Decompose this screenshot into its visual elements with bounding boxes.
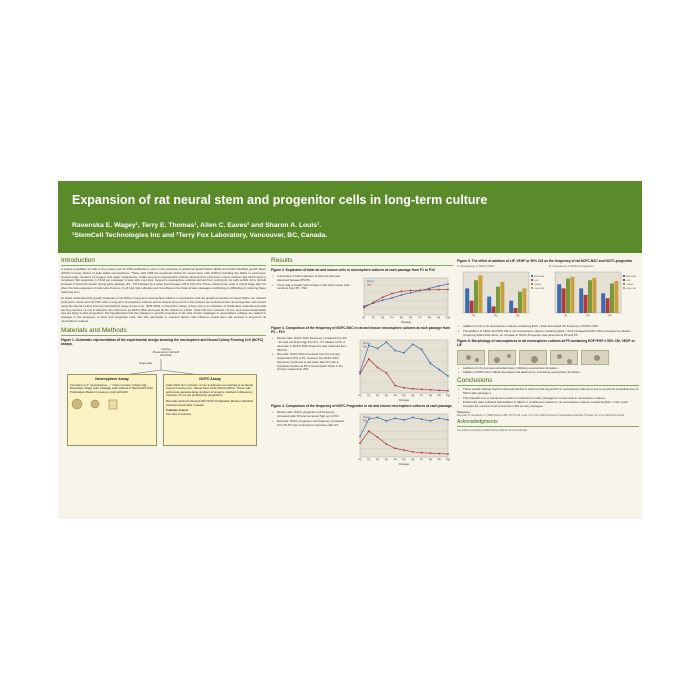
data-point — [386, 444, 388, 446]
data-point — [394, 350, 396, 352]
figure3-bullet: • Mouse cells: NCFC-NSC frequency increased from P0 - P1 and remained high from P1 - P7 relative to P0. A decrease in NCFC-NSC frequency was observed from P8-P10. — [277, 337, 347, 352]
data-point — [403, 387, 405, 389]
conclusion-item: • This dramatic loss in neural stem cells is not detected in early passages of mouse cells in neurosphere cultures. — [463, 397, 639, 401]
data-point — [447, 454, 449, 456]
x-tick-label: P3 — [494, 314, 498, 318]
figure4-chart — [350, 410, 452, 466]
x-tick-label: P3 — [384, 394, 388, 398]
x-tick-label: P1 — [564, 314, 568, 318]
data-point — [394, 385, 396, 387]
x-tick-label: P2 — [371, 316, 375, 320]
data-point — [421, 452, 423, 454]
x-tick-label: P7 — [420, 394, 424, 398]
bar — [514, 308, 518, 313]
legend-entry: +LIF — [534, 279, 539, 282]
x-tick-label: P7 — [420, 458, 424, 462]
introduction-heading: Introduction — [61, 257, 266, 266]
figure2-bullet: • A decrease in fold expansion of total rat cells was observed between P5-P6. — [277, 275, 351, 283]
x-axis-label: Passage — [400, 321, 412, 325]
bar — [588, 280, 592, 313]
x-tick-label: P1 — [367, 458, 371, 462]
references-label: References — [457, 410, 470, 414]
data-point — [403, 352, 405, 354]
column-introduction-methods — [61, 257, 266, 515]
data-point — [359, 436, 361, 438]
neurosphere-assay-text: Formation of 1° neurospheres — 7 days (mouse), 9 days (rat). Dissociate. Single cells. Passage cells cultured in NeuroCult® NSC Proliferation Medium (mouse) or (rat) with EGF. — [70, 382, 154, 394]
figure5a-chart — [457, 269, 545, 319]
x-tick-label: P2 — [376, 394, 380, 398]
data-point — [412, 451, 414, 453]
x-tick-label: P0 — [358, 458, 362, 462]
data-point — [382, 296, 384, 298]
diagram-single-cells: Single cells — [139, 361, 153, 365]
figure2-chart — [354, 274, 452, 324]
ncfc-assay-box — [163, 374, 257, 446]
x-tick-label: P0 — [358, 394, 362, 398]
figure1-caption: Figure 1. Schematic representation of the experimental design showing the neurosphere and Neural Colony Forming Cell (NCFC) assays. — [61, 337, 264, 346]
data-point — [430, 420, 432, 422]
legend-swatch — [531, 287, 533, 289]
figure6-micrographs — [457, 350, 639, 365]
figure4-text — [271, 410, 347, 466]
x-tick-label: P1 — [472, 314, 476, 318]
column-figures-conclusions — [457, 257, 639, 515]
poster-affiliations: ¹StemCell Technologies Inc and ²Terry Fox Laboratory, Vancouver, BC, Canada. — [72, 232, 328, 239]
data-point — [368, 431, 370, 433]
x-tick-label: P4 — [393, 458, 397, 462]
legend-swatch — [531, 275, 533, 277]
data-point — [359, 373, 361, 375]
data-point — [377, 367, 379, 369]
bar — [606, 298, 610, 313]
bar — [566, 279, 570, 313]
x-tick-label: P9 — [437, 458, 441, 462]
legend-swatch — [623, 279, 625, 281]
data-point — [438, 453, 440, 455]
x-tick-label: P1 — [362, 316, 366, 320]
x-tick-label: P9 — [437, 394, 441, 398]
legend-entry: +LIF — [626, 279, 631, 282]
x-tick-label: P6 — [411, 458, 415, 462]
bar — [487, 297, 491, 313]
data-point — [410, 292, 412, 294]
data-point — [410, 290, 412, 292]
data-point — [377, 417, 379, 419]
methods-heading: Materials and Methods — [61, 327, 266, 336]
data-point — [419, 289, 421, 291]
data-point — [421, 389, 423, 391]
legend-entry: +VEGF — [626, 283, 634, 286]
figure2-bullet: • There was a steady fold increase in the total mouse cells numbers from P0 - P10. — [277, 284, 351, 292]
bar — [518, 292, 522, 313]
legend-entry: Rat — [363, 419, 367, 423]
bar — [492, 306, 496, 313]
figure3-bullet: • Rat cells: NCFC-NSC increased from the primary suspension (P0) to P1, however the NCFC-NSC frequency continued to decrease after P1 with a significant decline at P4 to levels below those in the primary suspension (P0). — [277, 353, 347, 372]
bar — [610, 283, 614, 313]
micrograph — [519, 350, 547, 365]
x-tick-label: P1 — [367, 394, 371, 398]
colony-size-label: Sort size of colonies — [166, 411, 192, 416]
legend-swatch — [531, 279, 533, 281]
figure4-bullet: • Mouse cells: NCFC-progenitor cell frequency increased after P0 and remained high up to P10. — [277, 411, 347, 419]
x-tick-label: P8 — [427, 316, 431, 320]
data-point — [386, 372, 388, 374]
figure1-diagram — [61, 348, 263, 448]
ncfc-assay-heading: NCFC Assay — [199, 376, 221, 381]
data-point — [412, 417, 414, 419]
figure3-text — [271, 336, 347, 402]
data-point — [400, 291, 402, 293]
neurosphere-icon — [70, 398, 84, 410]
results-heading: Results — [271, 257, 453, 266]
data-point — [359, 443, 361, 445]
figure5-caption: Figure 5. The effect of addition of LIF, VEGF or 50% CM on the frequency of rat NCFC-NSC and NCFC-progenitor — [457, 259, 633, 263]
data-point — [372, 302, 374, 304]
data-point — [394, 448, 396, 450]
data-point — [368, 359, 370, 361]
data-point — [447, 289, 449, 291]
figure5b — [549, 265, 637, 324]
data-point — [363, 307, 365, 309]
micrograph — [457, 350, 485, 365]
x-tick-label: P4 — [390, 316, 394, 320]
data-point — [386, 342, 388, 344]
data-point — [430, 389, 432, 391]
x-tick-label: P8 — [428, 458, 432, 462]
plot-area — [364, 278, 448, 315]
ncfc-assay-side-text: Rat cells cultured in NeuroCult® NCFC Proliferation Medium with EGF. Colonies scored after 3 weeks. — [166, 399, 254, 407]
data-point — [447, 390, 449, 392]
legend-entry: Mouse — [363, 342, 371, 346]
data-point — [447, 283, 449, 285]
figure3-caption: Figure 3. Comparison of the frequency of NCFC-NSC in rat and mouse neurosphere cultures at each passage from P0 – P10 — [271, 326, 451, 335]
x-tick-label: P5 — [516, 314, 520, 318]
neurosphere-icon — [88, 398, 102, 410]
data-point — [438, 285, 440, 287]
colony-label: Colonies scored — [166, 408, 188, 413]
figure6-bullet: • Addition of LIF promotes cell attachment, inhibiting neurosphere formation. — [463, 367, 639, 371]
data-point — [391, 293, 393, 295]
culture-flask-icon — [106, 398, 120, 410]
acknowledgments-text: The authors would like to thank Carmen Wai for her technical help. — [457, 429, 528, 433]
legend-entry: Mouse — [367, 280, 375, 284]
figure6-bullet: • Addition of 50% CM or VEGF decreased cell attachment, increasing neurosphere formation. — [463, 371, 639, 375]
data-point — [421, 419, 423, 421]
bar — [562, 288, 566, 313]
legend-entry: +50% CM — [534, 287, 544, 290]
column-results — [271, 257, 453, 515]
data-point — [377, 437, 379, 439]
data-point — [400, 294, 402, 296]
data-point — [428, 289, 430, 291]
data-point — [421, 349, 423, 351]
figure5-bullet: • Addition of LIF to rat neurosphere cultures containing EGF + FGF decreased the frequency of NCFC-NSC. — [463, 325, 639, 329]
neurosphere-assay-heading: Neurosphere Assay — [95, 376, 129, 381]
figure2-text — [271, 274, 351, 324]
figure2-caption: Figure 2. Expansion of total rat and mouse cells in neurosphere cultures at each passage from P1 to P10 — [271, 268, 435, 272]
introduction-paragraph-1: A unique population of cells in the mouse and rat CNS proliferate in vitro in the presence of epidermal growth factor (EGF) and basic fibroblast growth factor (bFGF) forming cluster of cells called neurospheres. These cells fulfill the functional criteria for neural stem cells (NSCs) including the ability to self-renew, produce large numbers of progeny and retain multipotency. Unlike long term neurosphere cultures derived from embryonic mouse cortical cells which show a consistent fold expansion (~5 fold per passage) in total cells over time, long-term neurosphere cultures derived from embryonic rat cells exhibit 10 to 40-fold increase in total cell number during early passage (P1 - P3) followed by a lower fold increase of 8 in P3 to P4. These cultures then enter a critical stage after P4 when the fold expansion of total cells drops to 2 to 8 fold. Rat cells also tend to adhere to the flask at later passages contributing to difficulties in culturing these cells long term. — [61, 267, 266, 294]
x-tick-label: P2 — [376, 458, 380, 462]
bar — [592, 278, 596, 313]
neurosphere-assay-box — [67, 374, 157, 446]
poster-header — [58, 181, 642, 253]
bar — [500, 282, 504, 313]
bar — [557, 284, 561, 313]
legend-entry: EGF+FGF — [534, 275, 545, 278]
x-tick-label: P10 — [445, 458, 451, 462]
x-tick-label: P4 — [393, 394, 397, 398]
ncfc-assay-text: Cells which form colonies >2 mm in diameter are referred to as Neural Colony Forming Cell - Neural Stem Cells (NCFC-NSCs). These cells: self-renew, generate large numbers of progeny, maintain multipotency. Colonies <2 mm are produced by progenitors. — [166, 382, 253, 398]
data-point — [412, 344, 414, 346]
x-tick-label: P3 — [384, 458, 388, 462]
x-tick-label: P3 — [381, 316, 385, 320]
data-point — [438, 369, 440, 371]
bar — [470, 301, 474, 313]
micrograph — [488, 350, 516, 365]
legend-swatch — [623, 275, 625, 277]
x-tick-label: P10 — [445, 316, 451, 320]
data-point — [403, 450, 405, 452]
acknowledgments-heading: Acknowledgments — [457, 419, 639, 427]
data-point — [438, 390, 440, 392]
x-tick-label: P5 — [402, 458, 406, 462]
bar — [478, 275, 482, 313]
bar — [496, 287, 500, 313]
data-point — [403, 420, 405, 422]
micrograph — [581, 350, 609, 365]
legend-entry: EGF+FGF — [626, 275, 637, 278]
conclusions-heading: Conclusions — [457, 377, 639, 386]
x-tick-label: P9 — [437, 316, 441, 320]
poster-authors: Ravenska E. Wagey¹, Terry E. Thomas¹, Allen C. Eaves² and Sharon A. Louis¹. — [72, 222, 322, 229]
legend-swatch — [623, 287, 625, 289]
data-point — [386, 420, 388, 422]
figure4-caption: Figure 4. Comparison of the frequency of NCFC-Progenitor in rat and mouse neurosphere cultures at each passage. — [271, 404, 453, 409]
legend-swatch — [531, 283, 533, 285]
x-tick-label: P5 — [399, 316, 403, 320]
x-axis-label: Passage — [398, 463, 410, 467]
figure5b-chart — [549, 269, 637, 319]
data-point — [430, 363, 432, 365]
bar — [579, 288, 583, 313]
figure5a — [457, 265, 545, 324]
bar — [509, 301, 513, 313]
bar — [584, 295, 588, 313]
legend-entry: +VEGF — [534, 283, 542, 286]
figure5b-title: B. Frequency of NCFC-progenitor — [549, 264, 594, 269]
micrograph — [550, 350, 578, 365]
data-point — [447, 375, 449, 377]
legend-entry: Rat — [367, 283, 371, 287]
figure3-chart — [350, 336, 452, 402]
references-text: Reynolds, B. and Weiss, S. (1992) Science 255: 1707-1710. Louis, S.A. et al. (2004) Society for Neuroscience Abstract. Thomas, T.E. et al. (2004) Exp Neurol. — [457, 414, 625, 417]
data-point — [447, 420, 449, 422]
figure4-bullet: • Rat cells: NCFC-progenitor cell frequency increased from P0-P1 then continued to decrease after P1. — [277, 420, 347, 428]
bar — [465, 288, 469, 313]
conclusion-item: • Preliminary data indicated that addition of VEGF or conditioned medium to rat neurosphere cultures containing EGF + FGF could increase the survival of rat neural stem cells at early passages. — [463, 401, 639, 409]
figure5-bullet: • The addition of VEGF and 50% CM to rat neurosphere cultures containing EGF + FGF increased NCFC-NSC compared to cultures containing EGF+FGF alone. An increase in NCFC-Progenitor was observed at P3 and P5. — [463, 330, 639, 338]
x-tick-label: P8 — [428, 394, 432, 398]
bar — [601, 293, 605, 313]
poster-title: Expansion of rat neural stem and progenitor cells in long-term culture — [72, 193, 488, 207]
data-point — [394, 418, 396, 420]
legend-entry: +50% CM — [626, 287, 636, 290]
bar — [614, 281, 618, 313]
bar — [474, 280, 478, 313]
x-tick-label: P6 — [409, 316, 413, 320]
x-axis-label: Passage — [398, 399, 410, 403]
legend-swatch — [623, 283, 625, 285]
diagram-source-label: Cortices Mouse E14 or Rat E18 dissociate — [152, 347, 180, 358]
x-tick-label: P5 — [608, 314, 612, 318]
x-tick-label: P5 — [402, 394, 406, 398]
x-tick-label: P3 — [586, 314, 590, 318]
data-point — [382, 299, 384, 301]
legend-entry: Mouse — [363, 416, 371, 420]
data-point — [438, 289, 440, 291]
x-tick-label: P10 — [445, 394, 451, 398]
x-tick-label: P6 — [411, 394, 415, 398]
data-point — [377, 348, 379, 350]
conclusion-item: • These results indicate that the observed decline in total rat cells beyond P4 in neurosphere cultures is due to an almost immediate loss of NSCs after passage 1. — [463, 388, 639, 396]
figure5a-title: A. Frequency of NCFC-NSC — [457, 264, 495, 269]
legend-entry: Rat — [363, 345, 367, 349]
data-point — [412, 388, 414, 390]
data-point — [391, 297, 393, 299]
data-point — [430, 453, 432, 455]
data-point — [438, 418, 440, 420]
bar — [522, 288, 526, 313]
x-tick-label: P7 — [418, 316, 422, 320]
introduction-paragraph-2: To better understand the growth properties of rat NSCs in long-term neurosphere cultures in comparison with the growth properties of mouse NSCs, we cultured embryonic mouse and rat CNS cells in long term neurosphere cultures and at various time points in the cultures we measured stem and progenitor cell content using the Neural Colony Forming Cell (NCFC) assay (Louis et al., SFN 2004). In the NCFC assay, colony size is an indication of proliferative potential and cells forming colonies >2 mm in diameter are referred to as NCFC-NSC and meet all the criteria for a NSC. Cells that form colonies <2 mm, lack self-renewal ability and are likely neural progenitors. We hypothesized that the changes in growth properties of rat cells at later passages in neurosphere cultures are related to changes in the frequency of stem and progenitor cells. We also attempted to examine factors that influence neural stem cell survival in long-term rat neurosphere cultures. — [61, 296, 266, 323]
bar — [570, 277, 574, 313]
figure6-caption: Figure 6. Morphology of neurospheres in rat neurosphere cultures at P5 containing EGF+FGF ± 50% CM, VEGF or LIF — [457, 339, 635, 348]
poster — [58, 181, 642, 519]
